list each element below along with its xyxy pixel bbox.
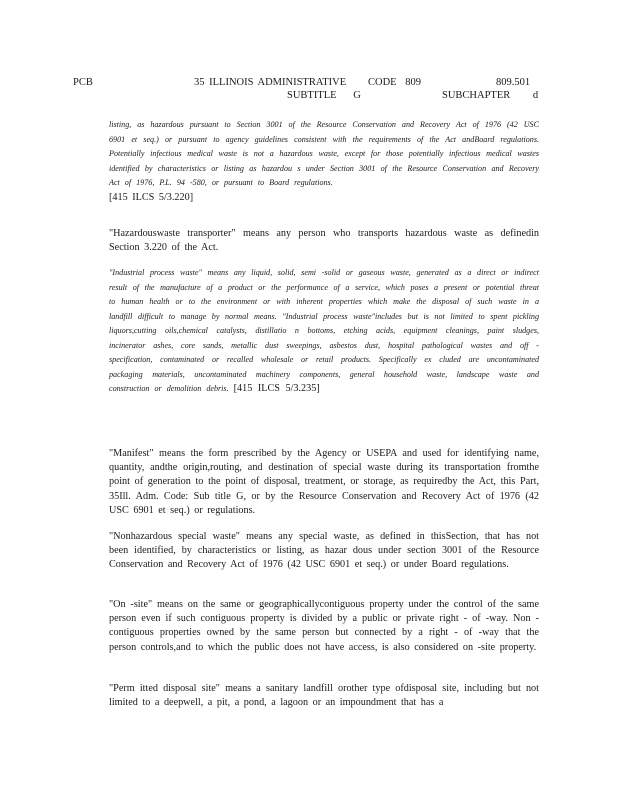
header-subtitle: SUBTITLE G: [287, 90, 361, 101]
header-title: 35 ILLINOIS ADMINISTRATIVE: [194, 77, 347, 88]
header-left: PCB: [73, 77, 93, 88]
paragraph-nonhazardous-special-waste: [109, 530, 539, 573]
paragraph-on-site: [109, 598, 539, 655]
header-subchapter: SUBCHAPTER d: [442, 90, 539, 101]
header-section-number: 809.501: [496, 77, 531, 88]
paragraph-citation: [415 ILCS 5/3.220]: [109, 191, 194, 203]
paragraph-permitted-disposal-site: [109, 682, 539, 710]
paragraph-text: listing, as hazardous pursuant to Section 3001 of the Resource Conservation and Recovery Act of 1976 (42 USC 6901 et seq.) or pursuant to agency guidelines consistent with the requirements of the Act andBoard regulations. Potentially infectious medical waste is not a hazardous waste, except for those potentially infectious medical wastes identified by characteristics or listing as hazardou s under Section 3001 of the Resource Conservation and Recovery Act of 1976, P.L. 94 -580, or pursuant to Board regulations.: [109, 120, 539, 187]
paragraph-industrial-process-waste: [109, 266, 539, 397]
paragraph-text: "Nonhazardous special waste" means any special waste, as defined in thisSection, that has not been identified, by characteristics or listing, as hazar dous under section 3001 of the Resource Conservation and Recovery Act of 1976 (42 USC 6901 et seq.) or under Board regulations.: [109, 531, 539, 571]
paragraph-hazardous-waste-continued: [109, 118, 539, 205]
paragraph-text: "Manifest" means the form prescribed by the Agency or USEPA and used for identifying name, quantity, andthe origin,routing, and destination of special waste during its transportation fromthe point of generation to the point of disposal, treatment, or storage, as requiredby the Act, this Part, 35Ill. Adm. Code: Sub title G, or by the Resource Conservation and Recovery Act of 1976 (42 USC 6901 et seq.) or regulations.: [109, 448, 539, 516]
paragraph-manifest: [109, 447, 539, 518]
paragraph-text: "On -site" means on the same or geographicallycontiguous property under the control of the same person even if such contiguous property is divided by a public or private right - of -way. Non -contiguous properties owned by the same person but connected by a right - of -way that the person controls,and to which the public does not have access, is also considered on -site property.: [109, 599, 539, 653]
paragraph-citation: [415 ILCS 5/3.235]: [233, 383, 320, 394]
header-code: CODE 809: [368, 77, 421, 88]
paragraph-text: "Industrial process waste" means any liquid, solid, semi -solid or gaseous waste, generated as a direct or indirect result of the manufacture of a product or the performance of a service, which poses a present or potential threat to human health or to the environment or with inherent properties which make the disposal of such waste in a landfill difficult to manage by normal means. "Industrial process waste"includes but is not limited to spent pickling liquors,cutting oils,chemical catalysts, distillatio n bottoms, etching acids, equipment cleanings, paint sludges, incinerator ashes, core sands, metallic dust sweepings, asbestos dust, hospital pathological wastes and off -specification, contaminated or recalled wholesale or retail products. Specifically ex cluded are uncontaminated packaging materials, uncontaminated machinery components, general household waste, landscape waste and construction or demolition debris.: [109, 268, 539, 393]
paragraph-hazardous-waste-transporter: [109, 227, 539, 255]
paragraph-text: "Perm itted disposal site" means a sanitary landfill orother type ofdisposal site, including but not limited to a deepwell, a pit, a pond, a lagoon or an impoundment that has a: [109, 683, 539, 709]
paragraph-text: "Hazardouswaste transporter" means any person who transports hazardous waste as definedin Section 3.220 of the Act.: [109, 228, 539, 254]
